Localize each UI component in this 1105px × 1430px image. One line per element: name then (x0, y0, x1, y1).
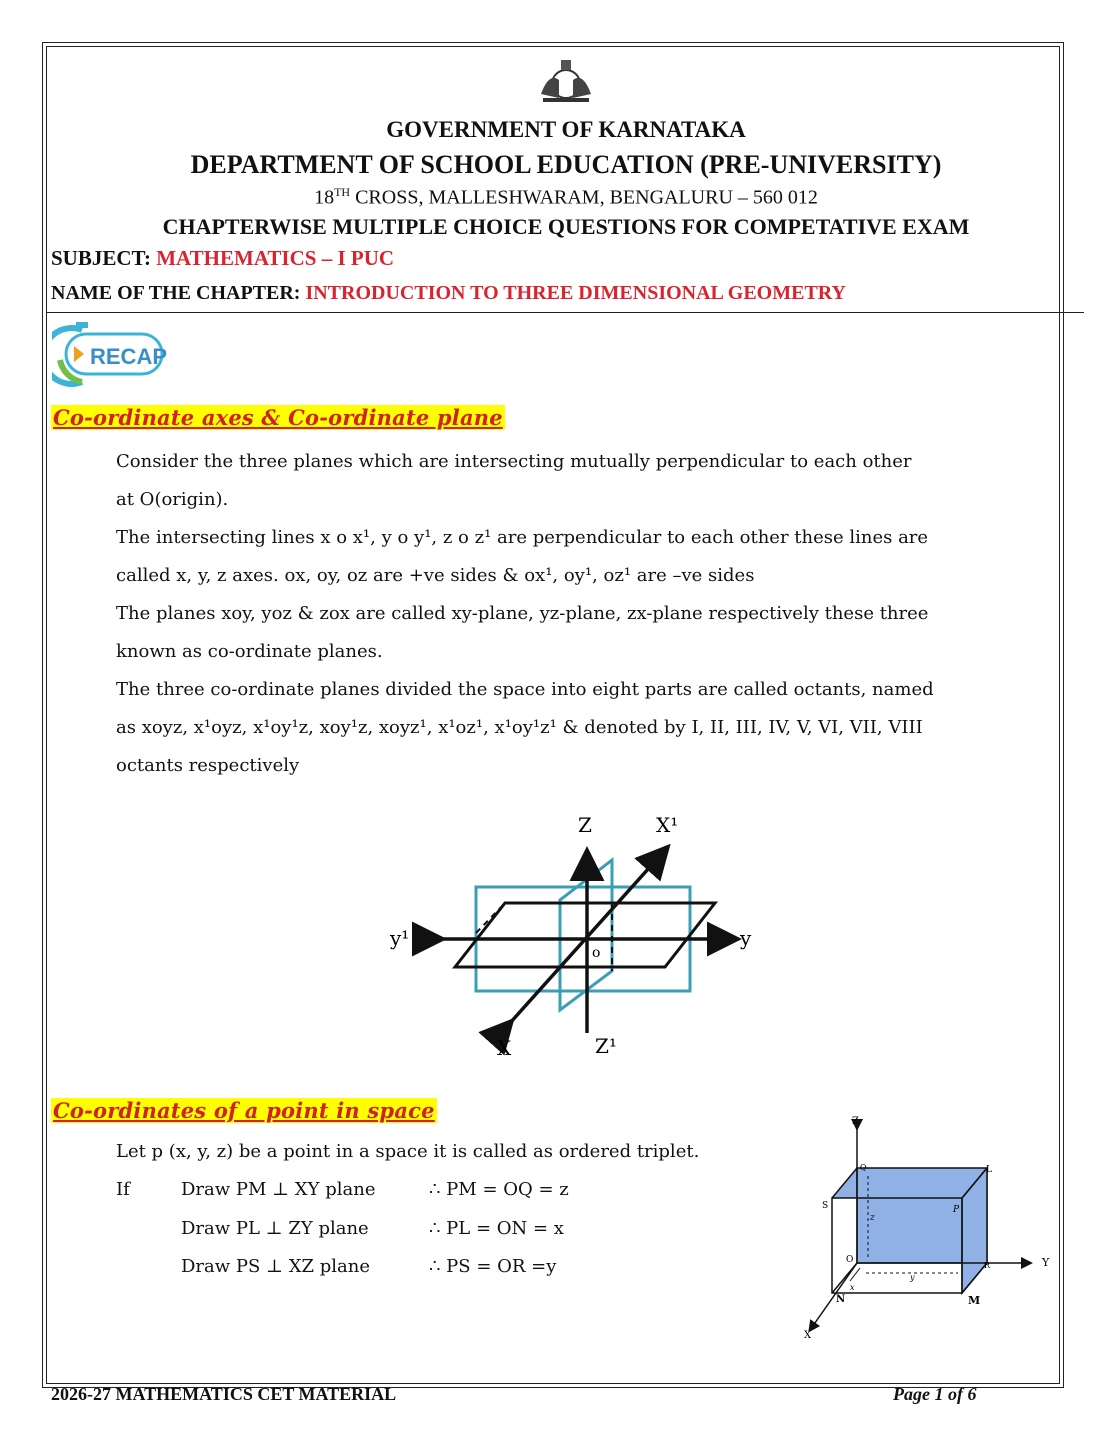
emblem-icon (531, 54, 601, 104)
if-label: If (116, 1179, 130, 1200)
para-line: known as co-ordinate planes. (116, 641, 383, 662)
svg-text:RECAP: RECAP (90, 344, 168, 369)
header-department: DEPARTMENT OF SCHOOL EDUCATION (PRE-UNIVERSITY) (190, 150, 942, 179)
label-n: N (836, 1294, 846, 1305)
label-z1: Z¹ (595, 1034, 617, 1058)
para-line: called x, y, z axes. ox, oy, oz are +ve sides & ox¹, oy¹, oz¹ are –ve sides (116, 565, 755, 586)
point-in-space-diagram (800, 1108, 1060, 1343)
recap-badge-icon (52, 320, 168, 390)
label-y1: y¹ (390, 926, 410, 950)
header-government: GOVERNMENT OF KARNATAKA (386, 117, 746, 142)
label-x-axis: X (804, 1330, 812, 1341)
header-rule (46, 312, 1084, 313)
para-line: The three co-ordinate planes divided the space into eight parts are called octants, named (116, 679, 934, 700)
coordinate-planes-diagram (380, 805, 780, 1065)
label-p: P (953, 1205, 960, 1215)
label-y-inner: y (910, 1273, 915, 1282)
label-y: y (740, 926, 752, 950)
label-x1: X¹ (656, 813, 679, 837)
page-number: Page 1 of 6 (893, 1384, 977, 1404)
para-line: The intersecting lines x o x¹, y o y¹, z o z¹ are perpendicular to each other these lines are (116, 527, 929, 548)
section1-paragraph (116, 443, 1081, 785)
header-title: CHAPTERWISE MULTIPLE CHOICE QUESTIONS FOR COMPETATIVE EXAM (162, 214, 970, 239)
subject-line: SUBJECT: MATHEMATICS – I PUC (51, 246, 395, 270)
label-s: S (822, 1201, 829, 1211)
draw-step: Draw PM ⊥ XY plane (181, 1179, 376, 1200)
header-address: 18TH CROSS, MALLESHWARAM, BENGALURU – 560 012 (314, 185, 818, 209)
label-x: X (497, 1036, 512, 1060)
draw-result: ∴ PM = OQ = z (429, 1179, 569, 1200)
draw-step: Draw PS ⊥ XZ plane (181, 1256, 371, 1277)
chapter-line: NAME OF THE CHAPTER: INTRODUCTION TO THREE DIMENSIONAL GEOMETRY (51, 282, 846, 304)
label-q: Q (860, 1163, 867, 1172)
label-z: Z (578, 813, 592, 837)
para-line: Consider the three planes which are intersecting mutually perpendicular to each other (116, 451, 912, 472)
draw-step: Draw PL ⊥ ZY plane (181, 1218, 369, 1239)
label-l: L (986, 1165, 992, 1175)
ordered-triplet-text: Let p (x, y, z) be a point in a space it is called as ordered triplet. (116, 1141, 700, 1162)
para-line: octants respectively (116, 755, 300, 776)
label-z-axis: Z (852, 1116, 859, 1127)
section-title-coordinate-axes: Co-ordinate axes & Co-ordinate plane (53, 405, 503, 430)
label-r: R (984, 1261, 991, 1270)
footer-title: 2026-27 MATHEMATICS CET MATERIAL (51, 1384, 397, 1404)
draw-result: ∴ PS = OR =y (429, 1256, 557, 1277)
para-line: as xoyz, x¹oyz, x¹oy¹z, xoy¹z, xoyz¹, x¹oz¹, x¹oy¹z¹ & denoted by I, II, III, IV, V, VI, VII, VIII (116, 717, 923, 738)
para-line: at O(origin). (116, 489, 229, 510)
draw-result: ∴ PL = ON = x (429, 1218, 564, 1239)
label-o-origin: O (846, 1255, 854, 1265)
label-x-inner: x (850, 1283, 855, 1292)
section-title-point-in-space: Co-ordinates of a point in space (53, 1098, 435, 1123)
para-line: The planes xoy, yoz & zox are called xy-plane, yz-plane, zx-plane respectively these three (116, 603, 929, 624)
label-o: o (592, 945, 601, 961)
label-z-inner: z (870, 1213, 875, 1223)
xy-plane (455, 903, 715, 967)
label-m: M (968, 1294, 981, 1307)
label-y-axis: Y (1042, 1256, 1050, 1269)
